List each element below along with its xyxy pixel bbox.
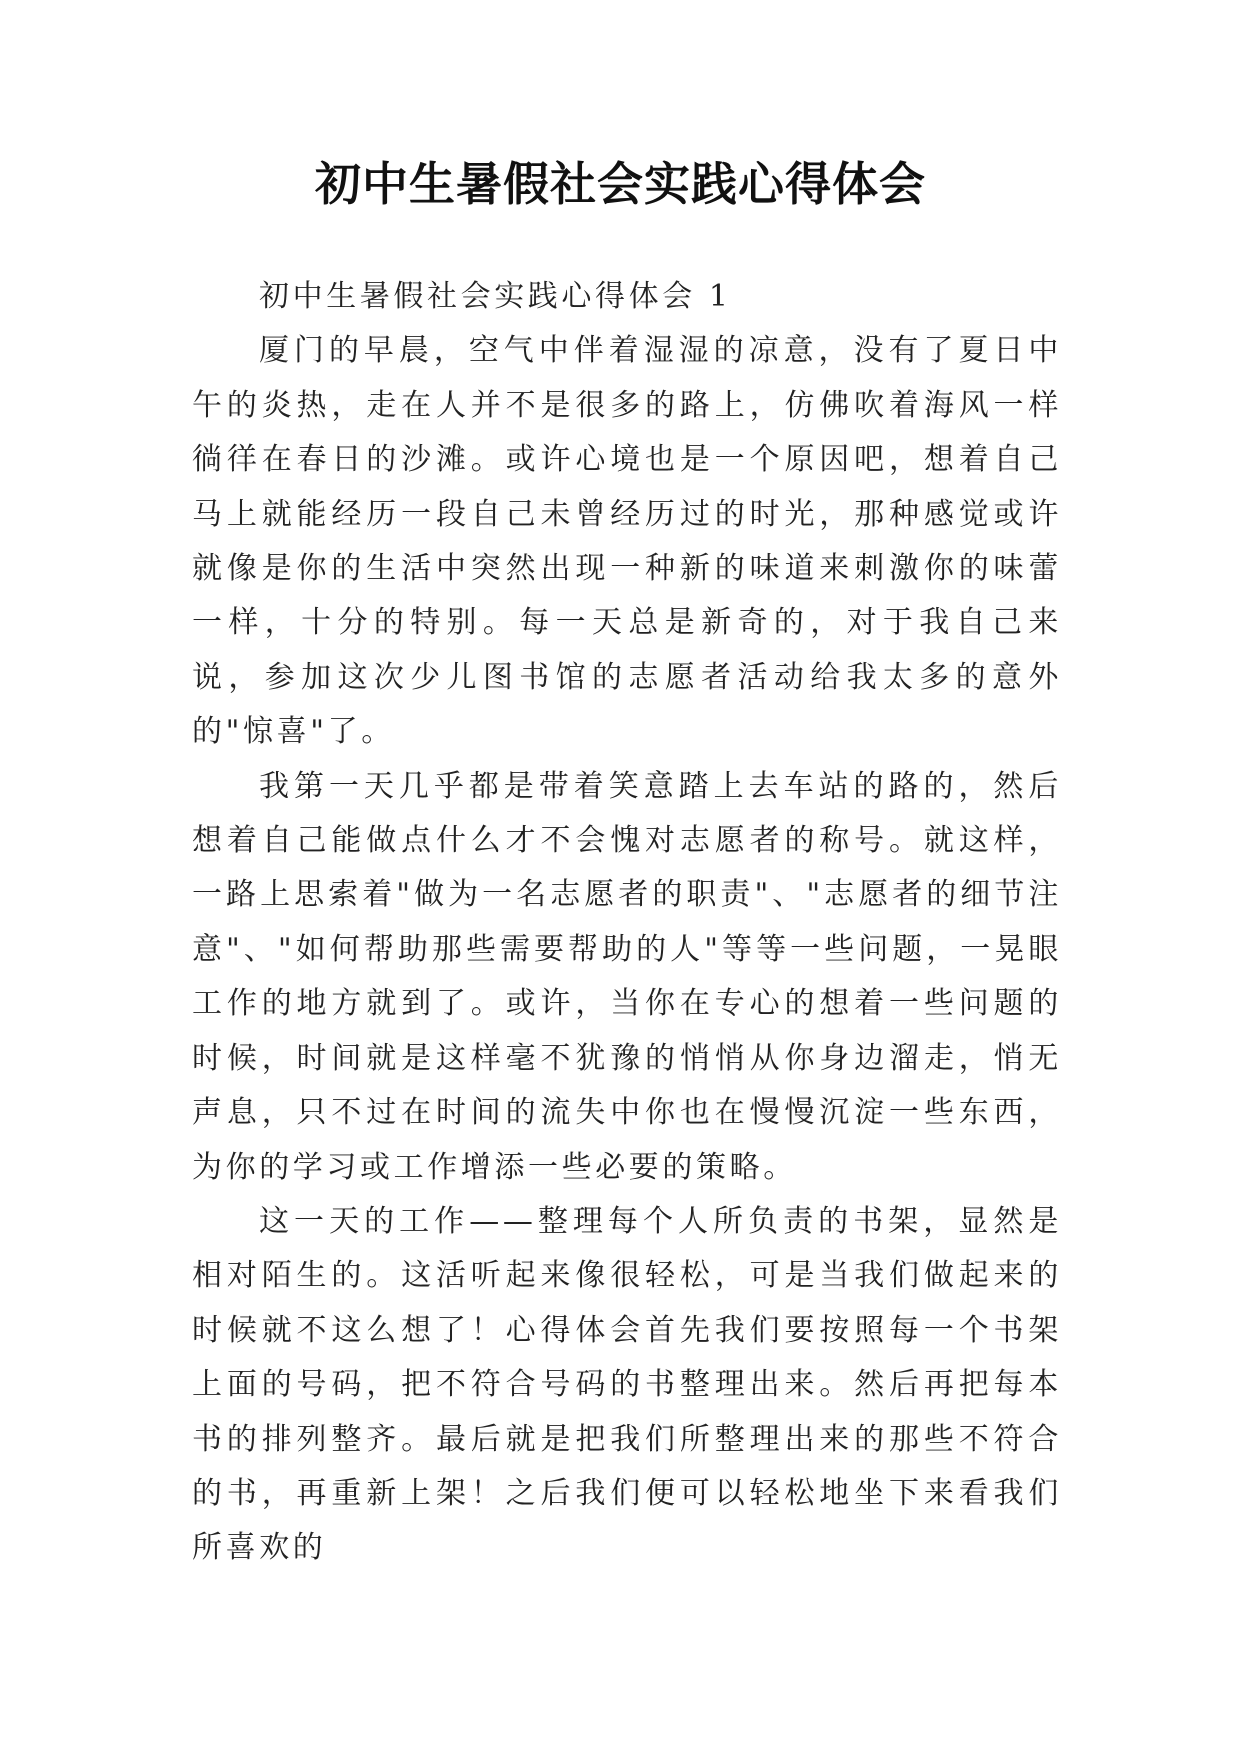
document-body [192,270,1062,1576]
paragraph: 我第一天几乎都是带着笑意踏上去车站的路的，然后想着自己能做点什么才不会愧对志愿者的称号。就这样，一路上思索着"做为一名志愿者的职责"、"志愿者的细节注意"、"如何帮助那些需要帮助的人"等等一些问题，一晃眼工作的地方就到了。或许，当你在专心的想着一些问题的时候，时间就是这样毫不犹豫的悄悄从你身边溜走，悄无声息，只不过在时间的流失中你也在慢慢沉淀一些东西，为你的学习或工作增添一些必要的策略。 [192,768,1062,1185]
section-heading: 初中生暑假社会实践心得体会 1 [259,279,732,314]
document-title: 初中生暑假社会实践心得体会 [315,157,926,211]
paragraph: 厦门的早晨，空气中伴着湿湿的凉意，没有了夏日中午的炎热，走在人并不是很多的路上，仿佛吹着海风一样徜徉在春日的沙滩。或许心境也是一个原因吧，想着自己马上就能经历一段自己未曾经历过的时光，那种感觉或许就像是你的生活中突然出现一种新的味道来刺激你的味蕾一样，十分的特别。每一天总是新奇的，对于我自己来说，参加这次少儿图书馆的志愿者活动给我太多的意外的"惊喜"了。 [192,333,1062,750]
paragraph: 这一天的工作——整理每个人所负责的书架，显然是相对陌生的。这活听起来像很轻松，可是当我们做起来的时候就不这么想了！心得体会首先我们要按照每一个书架上面的号码，把不符合号码的书整理出来。然后再把每本书的排列整齐。最后就是把我们所整理出来的那些不符合的书，再重新上架！之后我们便可以轻松地坐下来看我们所喜欢的 [192,1203,1062,1566]
